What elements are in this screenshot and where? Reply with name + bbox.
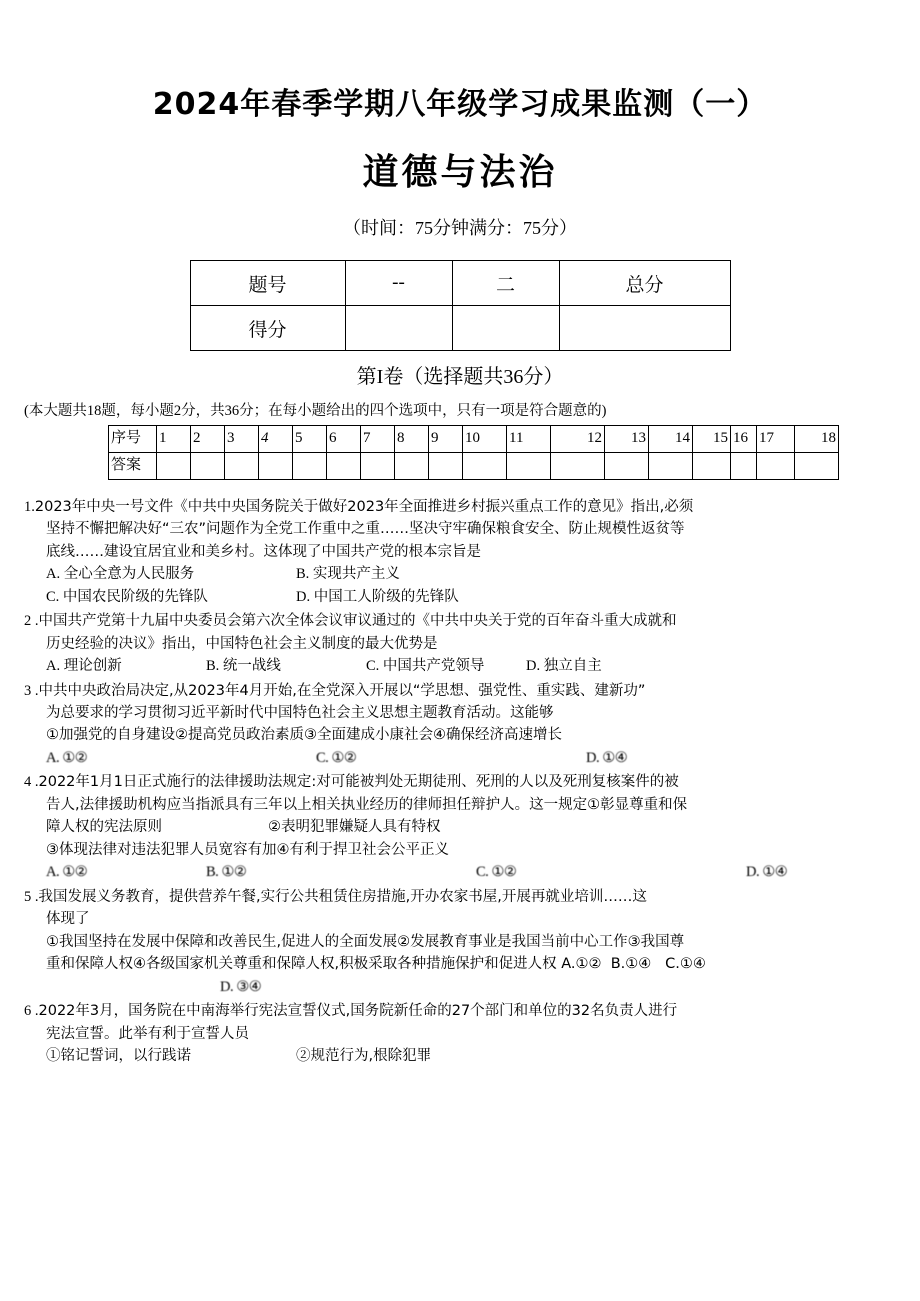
score-table-cell[interactable] bbox=[452, 306, 559, 351]
answer-grid-number-cell: 15 bbox=[693, 425, 731, 452]
option-text: 规范行为,根除犯罪 bbox=[310, 1048, 432, 1065]
section-heading: 第I卷（选择题共36分） bbox=[356, 366, 564, 389]
option-text: 中国工人阶级的先锋队 bbox=[313, 588, 459, 605]
answer-grid-answer-cell[interactable] bbox=[361, 452, 395, 479]
score-table-cell[interactable]: 总分 bbox=[559, 261, 730, 306]
question-text: 中共中央政治局决定,从2023年4月开始,在全党深入开展以“学思想、强党性、重实践、建新功” bbox=[38, 682, 646, 699]
option-text: ①② bbox=[62, 864, 88, 881]
question-option[interactable] bbox=[526, 655, 686, 677]
question-number: 5 . bbox=[24, 888, 39, 905]
option-label: C. bbox=[316, 749, 332, 766]
option-text: ①② bbox=[491, 864, 517, 881]
question-option[interactable] bbox=[296, 1045, 456, 1067]
option-label: D. bbox=[296, 588, 314, 605]
question-option[interactable] bbox=[206, 861, 476, 883]
option-text: ①④ bbox=[602, 749, 628, 766]
answer-grid-wrapper bbox=[0, 425, 920, 480]
answer-grid-answer-cell[interactable] bbox=[605, 452, 649, 479]
answer-grid-number-cell: 7 bbox=[361, 425, 395, 452]
answer-grid-number-cell: 4 bbox=[259, 425, 293, 452]
answer-grid-number-cell: 8 bbox=[395, 425, 429, 452]
answer-grid-number-cell: 9 bbox=[429, 425, 463, 452]
option-text: 独立自主 bbox=[543, 658, 602, 675]
option-row bbox=[24, 747, 896, 769]
option-text: ①④ bbox=[762, 864, 788, 881]
option-text: ①② bbox=[221, 864, 247, 881]
option-text: 实现共产主义 bbox=[312, 566, 400, 583]
question-line: 告人,法律援助机构应当指派具有三年以上相关执业经历的律师担任辩护人。这一规定①彰显尊重和保 bbox=[46, 796, 688, 813]
section-note: (本大题共18题，每小题2分，共36分；在每小题给出的四个选项中，只有一项是符合题意的) bbox=[24, 403, 607, 420]
question-number: 2 . bbox=[24, 613, 39, 630]
answer-grid-answer-cell[interactable] bbox=[649, 452, 693, 479]
option-label: A. bbox=[46, 566, 64, 583]
question-number: 3 . bbox=[24, 682, 39, 699]
question-option[interactable] bbox=[366, 655, 526, 677]
question-line: 障人权的宪法原则 ②表明犯罪嫌疑人具有特权 bbox=[46, 819, 441, 836]
answer-grid-number-cell: 10 bbox=[463, 425, 507, 452]
question-option[interactable] bbox=[46, 655, 206, 677]
option-text: ①② bbox=[62, 749, 88, 766]
question-line: ①我国坚持在发展中保障和改善民生,促进人的全面发展②发展教育事业是我国当前中心工作③我国尊 bbox=[46, 933, 685, 950]
question-line: 底线……建设宜居宜业和美乡村。这体现了中国共产党的根本宗旨是 bbox=[46, 543, 481, 560]
question-option[interactable] bbox=[220, 976, 380, 998]
option-row bbox=[24, 563, 896, 585]
option-label: C. bbox=[366, 658, 383, 675]
question-line: 坚持不懈把解决好“三农”问题作为全党工作重中之重……坚决守牢确保粮食安全、防止规模性返贫等 bbox=[46, 521, 685, 538]
exam-meta: （时间：75分钟满分：75分） bbox=[343, 217, 577, 238]
answer-grid-row-label: 序号 bbox=[109, 425, 157, 452]
question-line: ①加强党的自身建设②提高党员政治素质③全面建成小康社会④确保经济高速增长 bbox=[46, 727, 562, 744]
score-table-cell[interactable]: 二 bbox=[452, 261, 559, 306]
score-table-row bbox=[190, 306, 730, 351]
score-table bbox=[190, 260, 731, 351]
option-text: 全心全意为人民服务 bbox=[63, 566, 195, 583]
answer-grid-answer-cell[interactable] bbox=[757, 452, 795, 479]
question-text: 2022年3月，国务院在中南海举行宪法宣誓仪式,国务院新任命的27个部门和单位的32名负责人进行 bbox=[38, 1003, 678, 1020]
answer-grid-answer-cell[interactable] bbox=[429, 452, 463, 479]
question-first-line bbox=[24, 886, 896, 908]
option-label: B. bbox=[206, 658, 223, 675]
answer-grid-number-cell: 18 bbox=[795, 425, 839, 452]
answer-grid-number-cell: 11 bbox=[507, 425, 551, 452]
answer-grid-answer-cell[interactable] bbox=[259, 452, 293, 479]
question-first-line bbox=[24, 680, 896, 702]
question-option[interactable] bbox=[46, 563, 296, 585]
score-table-row-label: 得分 bbox=[190, 306, 345, 351]
question-text: 2022年1月1日正式施行的法律援助法规定:对可能被判处无期徒刑、死刑的人以及死刑复核案件的被 bbox=[38, 774, 679, 791]
option-label: A. bbox=[46, 864, 63, 881]
option-row bbox=[24, 976, 896, 998]
answer-grid-number-cell: 14 bbox=[649, 425, 693, 452]
answer-grid-number-cell: 2 bbox=[191, 425, 225, 452]
answer-grid-answer-cell[interactable] bbox=[395, 452, 429, 479]
question-text: 中国共产党第十九届中央委员会第六次全体会议审议通过的《中共中央关于党的百年奋斗重大成就和 bbox=[38, 613, 677, 630]
question-text: 2023年中央一号文件《中共中央国务院关于做好2023年全面推进乡村振兴重点工作的意见》指出,必须 bbox=[34, 498, 694, 515]
question-option[interactable] bbox=[206, 655, 366, 677]
option-text: 中国共产党领导 bbox=[382, 658, 485, 675]
answer-grid-answer-cell[interactable] bbox=[463, 452, 507, 479]
question-number: 4 . bbox=[24, 774, 39, 791]
option-label: B. bbox=[296, 566, 313, 583]
question-option[interactable] bbox=[586, 747, 746, 769]
question-text: 我国发展义务教育，提供营养午餐,实行公共租赁住房措施,开办农家书屋,开展再就业培训……这 bbox=[38, 888, 647, 905]
question-option[interactable] bbox=[296, 563, 456, 585]
option-row bbox=[24, 1045, 896, 1067]
question-first-line bbox=[24, 1000, 896, 1022]
question-item bbox=[24, 496, 896, 608]
option-row bbox=[24, 586, 896, 608]
answer-grid-number-cell: 13 bbox=[605, 425, 649, 452]
option-label: D. bbox=[526, 658, 544, 675]
question-line: 为总要求的学习贯彻习近平新时代中国特色社会主义思想主题教育活动。这能够 bbox=[46, 705, 554, 721]
answer-grid-number-row bbox=[109, 425, 839, 452]
option-label: D. bbox=[746, 864, 763, 881]
answer-grid-answer-cell[interactable] bbox=[225, 452, 259, 479]
option-text: ①② bbox=[331, 749, 357, 766]
option-text: 统一战线 bbox=[222, 658, 281, 675]
answer-grid-number-cell: 17 bbox=[757, 425, 795, 452]
question-first-line bbox=[24, 771, 896, 793]
option-text: 中国农民阶级的先锋队 bbox=[62, 588, 208, 605]
answer-grid-number-cell: 3 bbox=[225, 425, 259, 452]
answer-grid-answer-cell[interactable] bbox=[293, 452, 327, 479]
question-item bbox=[24, 771, 896, 883]
score-table-cell[interactable]: -- bbox=[345, 261, 452, 306]
question-option[interactable] bbox=[476, 861, 746, 883]
answer-grid-number-cell: 1 bbox=[157, 425, 191, 452]
option-text: 铭记誓词，以行践诺 bbox=[60, 1048, 191, 1065]
answer-grid-number-cell: 16 bbox=[731, 425, 757, 452]
option-text: 理论创新 bbox=[63, 658, 122, 675]
question-option[interactable] bbox=[296, 586, 459, 608]
option-label: A. bbox=[46, 658, 64, 675]
answer-grid-number-cell: 6 bbox=[327, 425, 361, 452]
answer-grid-answer-cell[interactable] bbox=[157, 452, 191, 479]
question-number: 1. bbox=[24, 498, 35, 515]
question-number: 6 . bbox=[24, 1003, 39, 1020]
score-table-wrapper bbox=[0, 260, 920, 351]
question-item bbox=[24, 680, 896, 770]
question-line: 体现了 bbox=[46, 911, 90, 928]
answer-grid-number-cell: 12 bbox=[551, 425, 605, 452]
answer-grid-answer-cell[interactable] bbox=[507, 452, 551, 479]
score-table-cell[interactable] bbox=[345, 306, 452, 351]
question-item bbox=[24, 1000, 896, 1067]
option-label: C. bbox=[476, 864, 492, 881]
score-table-cell[interactable] bbox=[559, 306, 730, 351]
answer-grid-answer-cell[interactable] bbox=[795, 452, 839, 479]
question-item bbox=[24, 886, 896, 998]
page-title: 2024年春季学期八年级学习成果监测（一） bbox=[152, 87, 768, 122]
question-first-line bbox=[24, 610, 896, 632]
option-row bbox=[24, 655, 896, 677]
question-line: ③体现法律对违法犯罪人员宽容有加④有利于捍卫社会公平正义 bbox=[46, 841, 449, 858]
answer-grid-number-cell: 5 bbox=[293, 425, 327, 452]
answer-grid-answer-cell[interactable] bbox=[327, 452, 361, 479]
answer-grid-answer-cell[interactable] bbox=[551, 452, 605, 479]
question-option[interactable] bbox=[46, 861, 206, 883]
question-option[interactable] bbox=[746, 861, 906, 883]
answer-grid-row-label: 答案 bbox=[109, 452, 157, 479]
option-label: A. bbox=[46, 749, 63, 766]
questions-list bbox=[0, 480, 920, 1068]
question-line: 宪法宣誓。此举有利于宣誓人员 bbox=[46, 1025, 249, 1042]
option-row bbox=[24, 861, 896, 883]
question-option[interactable] bbox=[46, 586, 296, 608]
score-table-row bbox=[190, 261, 730, 306]
option-text: ③④ bbox=[236, 978, 262, 995]
question-first-line bbox=[24, 496, 896, 518]
subject-title: 道德与法治 bbox=[362, 152, 558, 193]
answer-grid-answer-cell[interactable] bbox=[731, 452, 757, 479]
option-label: ① bbox=[46, 1048, 61, 1065]
option-label: ② bbox=[296, 1048, 311, 1065]
answer-grid bbox=[108, 425, 839, 480]
option-label: D. bbox=[220, 978, 237, 995]
question-option[interactable] bbox=[46, 747, 316, 769]
question-item bbox=[24, 610, 896, 677]
question-option[interactable] bbox=[46, 1045, 296, 1067]
answer-grid-answer-cell[interactable] bbox=[693, 452, 731, 479]
option-label: D. bbox=[586, 749, 603, 766]
question-option[interactable] bbox=[316, 747, 586, 769]
option-label: C. bbox=[46, 588, 63, 605]
answer-grid-answer-cell[interactable] bbox=[191, 452, 225, 479]
score-table-row-label: 题号 bbox=[190, 261, 345, 306]
question-line: 重和保障人权④各级国家机关尊重和保障人权,积极采取各种措施保护和促进人权 A.①② B.①④ C.①④ bbox=[46, 956, 706, 973]
question-line: 历史经验的决议》指出，中国特色社会主义制度的最大优势是 bbox=[46, 635, 438, 652]
option-label: B. bbox=[206, 864, 222, 881]
answer-grid-answer-row bbox=[109, 452, 839, 479]
